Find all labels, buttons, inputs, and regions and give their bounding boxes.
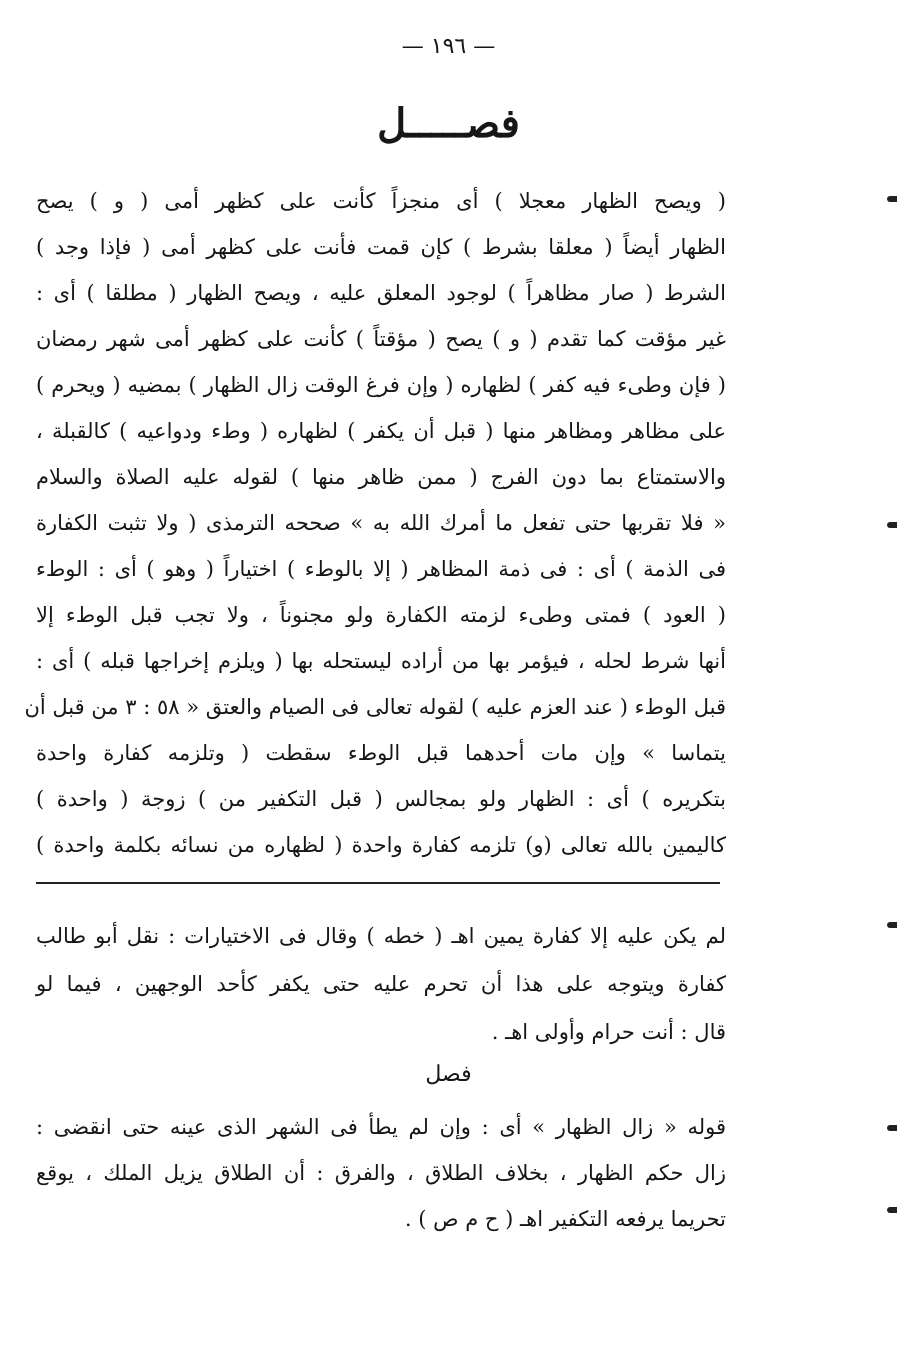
footnote-sub-line: زال حكم الظهار ، بخلاف الطلاق ، والفرق : أن الطلاق يزيل الملك ، يوقع [36,1161,726,1185]
footnote-text [36,912,726,1056]
footnote-line: لم يكن عليه إلا كفارة يمين اهـ ( خطه ) وقال فى الاختيارات : نقل أبو طالب [36,924,726,948]
main-text [24,178,726,868]
main-line: ( ويصح الظهار معجلا ) أى منجزاً كأنت على كظهر أمى ( و ) يصح [36,189,726,213]
main-line: والاستمتاع بما دون الفرج ( ممن ظاهر منها ) لقوله عليه الصلاة والسلام [36,465,726,489]
main-line: غير مؤقت كما تقدم ( و ) يصح ( مؤقتاً ) كأنت على كظهر أمى شهر رمضان [36,327,726,351]
main-line: كاليمين بالله تعالى (و) تلزمه كفارة واحدة ( لظهاره من نسائه بكلمة واحدة ) [36,833,726,857]
main-line: الشرط ( صار مظاهراً ) لوجود المعلق عليه ، ويصح الظهار ( مطلقا ) أى : [36,281,726,305]
main-line: يتماسا » وإن مات أحدهما قبل الوطء سقطت ( وتلزمه كفارة واحدة [36,741,726,765]
main-line: ( فإن وطىء فيه كفر ) لظهاره ( وإن فرغ الوقت زال الظهار ) بمضيه ( ويحرم ) [36,373,726,397]
footnote-line: قال : أنت حرام وأولى اهـ . [491,1020,726,1044]
main-line: الظهار أيضاً ( معلقا بشرط ) كإن قمت فأنت على كظهر أمى ( فإذا وجد ) [36,235,726,259]
main-line: « فلا تقربها حتى تفعل ما أمرك الله به » صححه الترمذى ( ولا تثبت الكفارة [36,511,726,535]
footnote-section-heading: فصل [425,1062,472,1087]
margin-mark [887,1125,897,1131]
main-line: أنها شرط لحله ، فيؤمر بها من أراده ليستحله بها ( ويلزم إخراجها قبله ) أى : [36,649,726,673]
margin-mark [887,922,897,928]
margin-mark [887,196,897,202]
page-number: — ١٩٦ — [401,34,496,59]
footnote-sub-line: قوله « زال الظهار » أى : وإن لم يطأ فى الشهر الذى عينه حتى انقضى : [36,1115,726,1139]
footnote-divider [36,882,720,884]
main-line: بتكريره ) أى : الظهار ولو بمجالس ( قبل التكفير من ) زوجة ( واحدة ) [36,787,726,811]
footnote-line: كفارة ويتوجه على هذا أن تحرم عليه حتى يكفر كأحد الوجهين ، فيما لو [36,972,726,996]
chapter-title: فصـــــل [377,100,520,147]
margin-mark [887,522,897,528]
footnote-sub-text [36,1104,726,1242]
footnote-sub-line: تحريما يرفعه التكفير اهـ ( ح م ص ) . [404,1207,726,1231]
margin-mark [887,1207,897,1213]
main-line: ( العود ) فمتى وطىء لزمته الكفارة ولو مجنوناً ، ولا تجب قبل الوطء إلا [36,603,726,627]
main-line: على مظاهر ومظاهر منها ( قبل أن يكفر ) لظهاره ( وطء ودواعيه ) كالقبلة ، [36,419,726,443]
main-line: قبل الوطء ( عند العزم عليه ) لقوله تعالى فى الصيام والعتق « ٥٨ : ٣ من قبل أن [24,695,726,719]
main-line: فى الذمة ) أى : فى ذمة المظاهر ( إلا بالوطء ) اختياراً ( وهو ) أى : الوطء [36,557,726,581]
